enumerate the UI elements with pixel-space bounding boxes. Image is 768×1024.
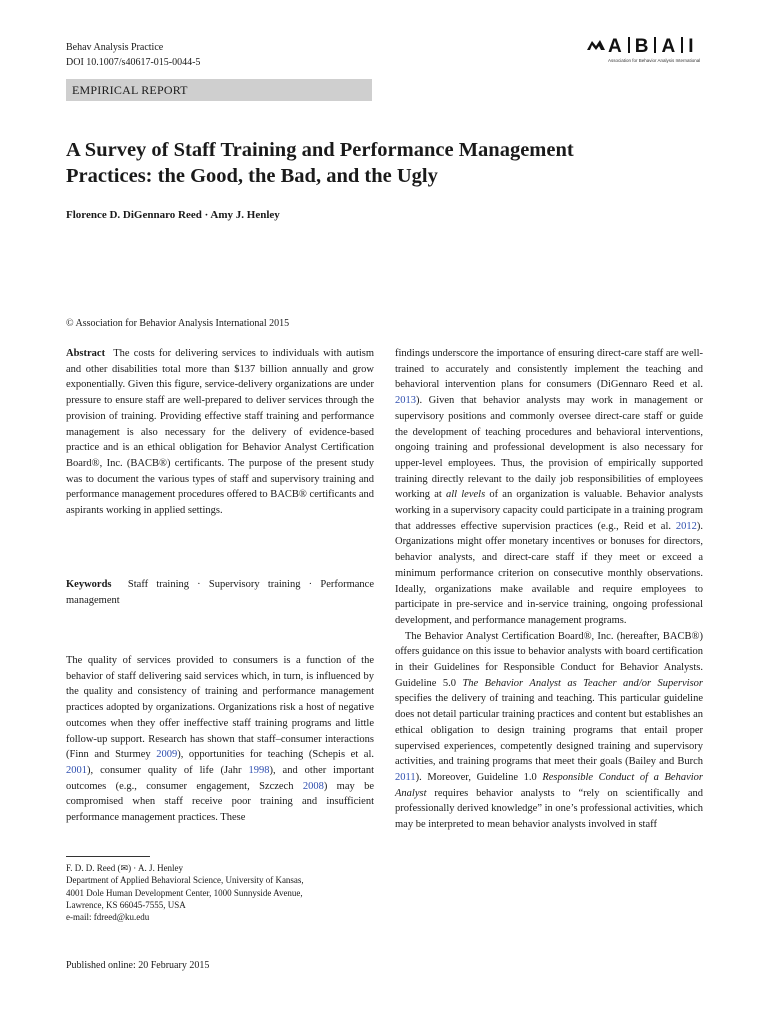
affiliation-email: e-mail: fdreed@ku.edu <box>66 912 150 923</box>
citation-link[interactable]: 2001 <box>66 764 87 776</box>
keywords-text: Staff training · Supervisory training · Performance management <box>66 579 375 606</box>
abstract-label: Abstract <box>66 348 106 359</box>
abai-logo <box>586 36 706 68</box>
abai-logo-mark-icon <box>586 37 606 53</box>
citation-link[interactable]: 2008 <box>302 780 324 792</box>
authors: Florence D. DiGennaro Reed · Amy J. Henley <box>66 209 280 221</box>
section-badge: EMPIRICAL REPORT <box>66 79 372 101</box>
title-line-2: Practices: the Good, the Bad, and the Ugly <box>66 165 438 187</box>
author-affiliation <box>66 862 376 923</box>
left-column <box>66 346 374 519</box>
body-paragraph: findings underscore the importance of ensuring direct-care staff are well-trained to accurately and consistently implement the teaching and behavioral intervention plans for consumers (DiGennaro Reed et al. 2013). Given that behavior analysts may work in management or supervisory positions and commonly oversee direct-care staff or guide the development of teaching procedures and behavioral interventions, ongoing training and professional development is also necessary for upper-level employees. Thus, the provision of empirically supported training directly relevant to the daily job responsibilities of employees working at all levels of an organization is valuable. Behavior analysts working in a supervisory capacity could participate in a training program that addresses effective supervision practices (e.g., Reid et al. 2012). Organizations might offer monetary incentives or bonuses for directors, behavior analysts, and direct-care staff if they meet or exceed a minimum performance criterion on consecutive monthly observations. Ideally, organizations make available and require employees to participate in pre-service and in-service training, ongoing professional development, and performance management programs. <box>395 348 703 626</box>
keywords-label: Keywords <box>66 579 112 590</box>
citation-link[interactable]: 2012 <box>675 520 697 532</box>
doi: DOI 10.1007/s40617-015-0044-5 <box>66 57 201 68</box>
abstract <box>66 346 374 519</box>
footnote-divider <box>66 856 150 857</box>
affiliation-address-2: Lawrence, KS 66045-7555, USA <box>66 899 186 910</box>
body-paragraph: The Behavior Analyst Certification Board®, Inc. (hereafter, BACB®) offers guidance on this issue to behavior analysts with board certification in their Guidelines for Responsible Conduct for Behavior Analysts. Guideline 5.0 The Behavior Analyst as Teacher and/or Supervisor specifies the delivery of training and teaching. This particular guideline does not detail particular training practices and content but establishes an ethical obligation to design training programs that entail proper supervised experiences, competently designed training and supervisory activities, and training programs that meet their goals (Bailey and Burch 2011). Moreover, Guideline 1.0 Responsible Conduct of a Behavior Analyst requires behavior analysts to “rely on scientifically and professionally derived knowledge” in one’s professional activities, which may be interpreted to mean behavior analysts involved in staff <box>395 630 704 831</box>
citation-link[interactable]: 1998 <box>248 764 270 776</box>
citation-link[interactable]: 2009 <box>156 749 178 761</box>
abai-logo-letters: A B A I <box>608 36 695 57</box>
journal-name: Behav Analysis Practice <box>66 42 164 53</box>
copyright: © Association for Behavior Analysis International 2015 <box>66 318 290 329</box>
right-column <box>395 346 703 833</box>
keywords <box>66 577 374 608</box>
citation-link[interactable]: 2013 <box>395 395 416 407</box>
journal-header <box>66 40 200 70</box>
intro-paragraph: The quality of services provided to consumers is a function of the behavior of staff delivering said services which, in turn, is influenced by the quality and consistency of training and performance management practices adopted by organizations. Organizations risk a host of negative outcomes when they offer ineffective staff training programs and little follow-up support. Research has shown that staff–consumer interactions (Finn and Sturmey 2009), opportunities for teaching (Schepis et al. 2001), consumer quality of life (Jahr 1998), and other important outcomes (e.g., consumer engagement, Szczech 2008) may be compromised when staff receive poor training and insufficient performance management practices. These <box>66 655 374 824</box>
affiliation-names: F. D. D. Reed (✉) · A. J. Henley <box>66 863 184 873</box>
article-title <box>66 137 686 189</box>
affiliation-address-1: 4001 Dole Human Development Center, 1000 Sunnyside Avenue, <box>66 887 303 898</box>
abstract-text: The costs for delivering services to individuals with autism and other disabilities total more than $137 billion annually and grow exponentially. Given this figure, service-delivery organizations are under pressure to ensure staff are well-prepared to deliver services through the provision of training. Providing effective staff training and performance management is also necessary for the delivery of evidence-based practice and is an ethical obligation for Behavior Analyst Certification Board®, Inc. (BACB®) certificants. The purpose of the present study was to document the various types of staff and supervisory training and performance management procedures offered to BACB® certificants and aspirants working in applied settings. <box>66 348 375 517</box>
published-date: Published online: 20 February 2015 <box>66 960 210 971</box>
affiliation-dept: Department of Applied Behavioral Science, University of Kansas, <box>66 875 304 886</box>
title-line-1: A Survey of Staff Training and Performance Management <box>66 139 574 161</box>
citation-link[interactable]: 2011 <box>395 771 416 783</box>
abai-logo-subtitle: Association for Behavior Analysis International <box>608 58 701 63</box>
keywords-block <box>66 577 374 608</box>
intro-paragraph-block <box>66 653 374 826</box>
